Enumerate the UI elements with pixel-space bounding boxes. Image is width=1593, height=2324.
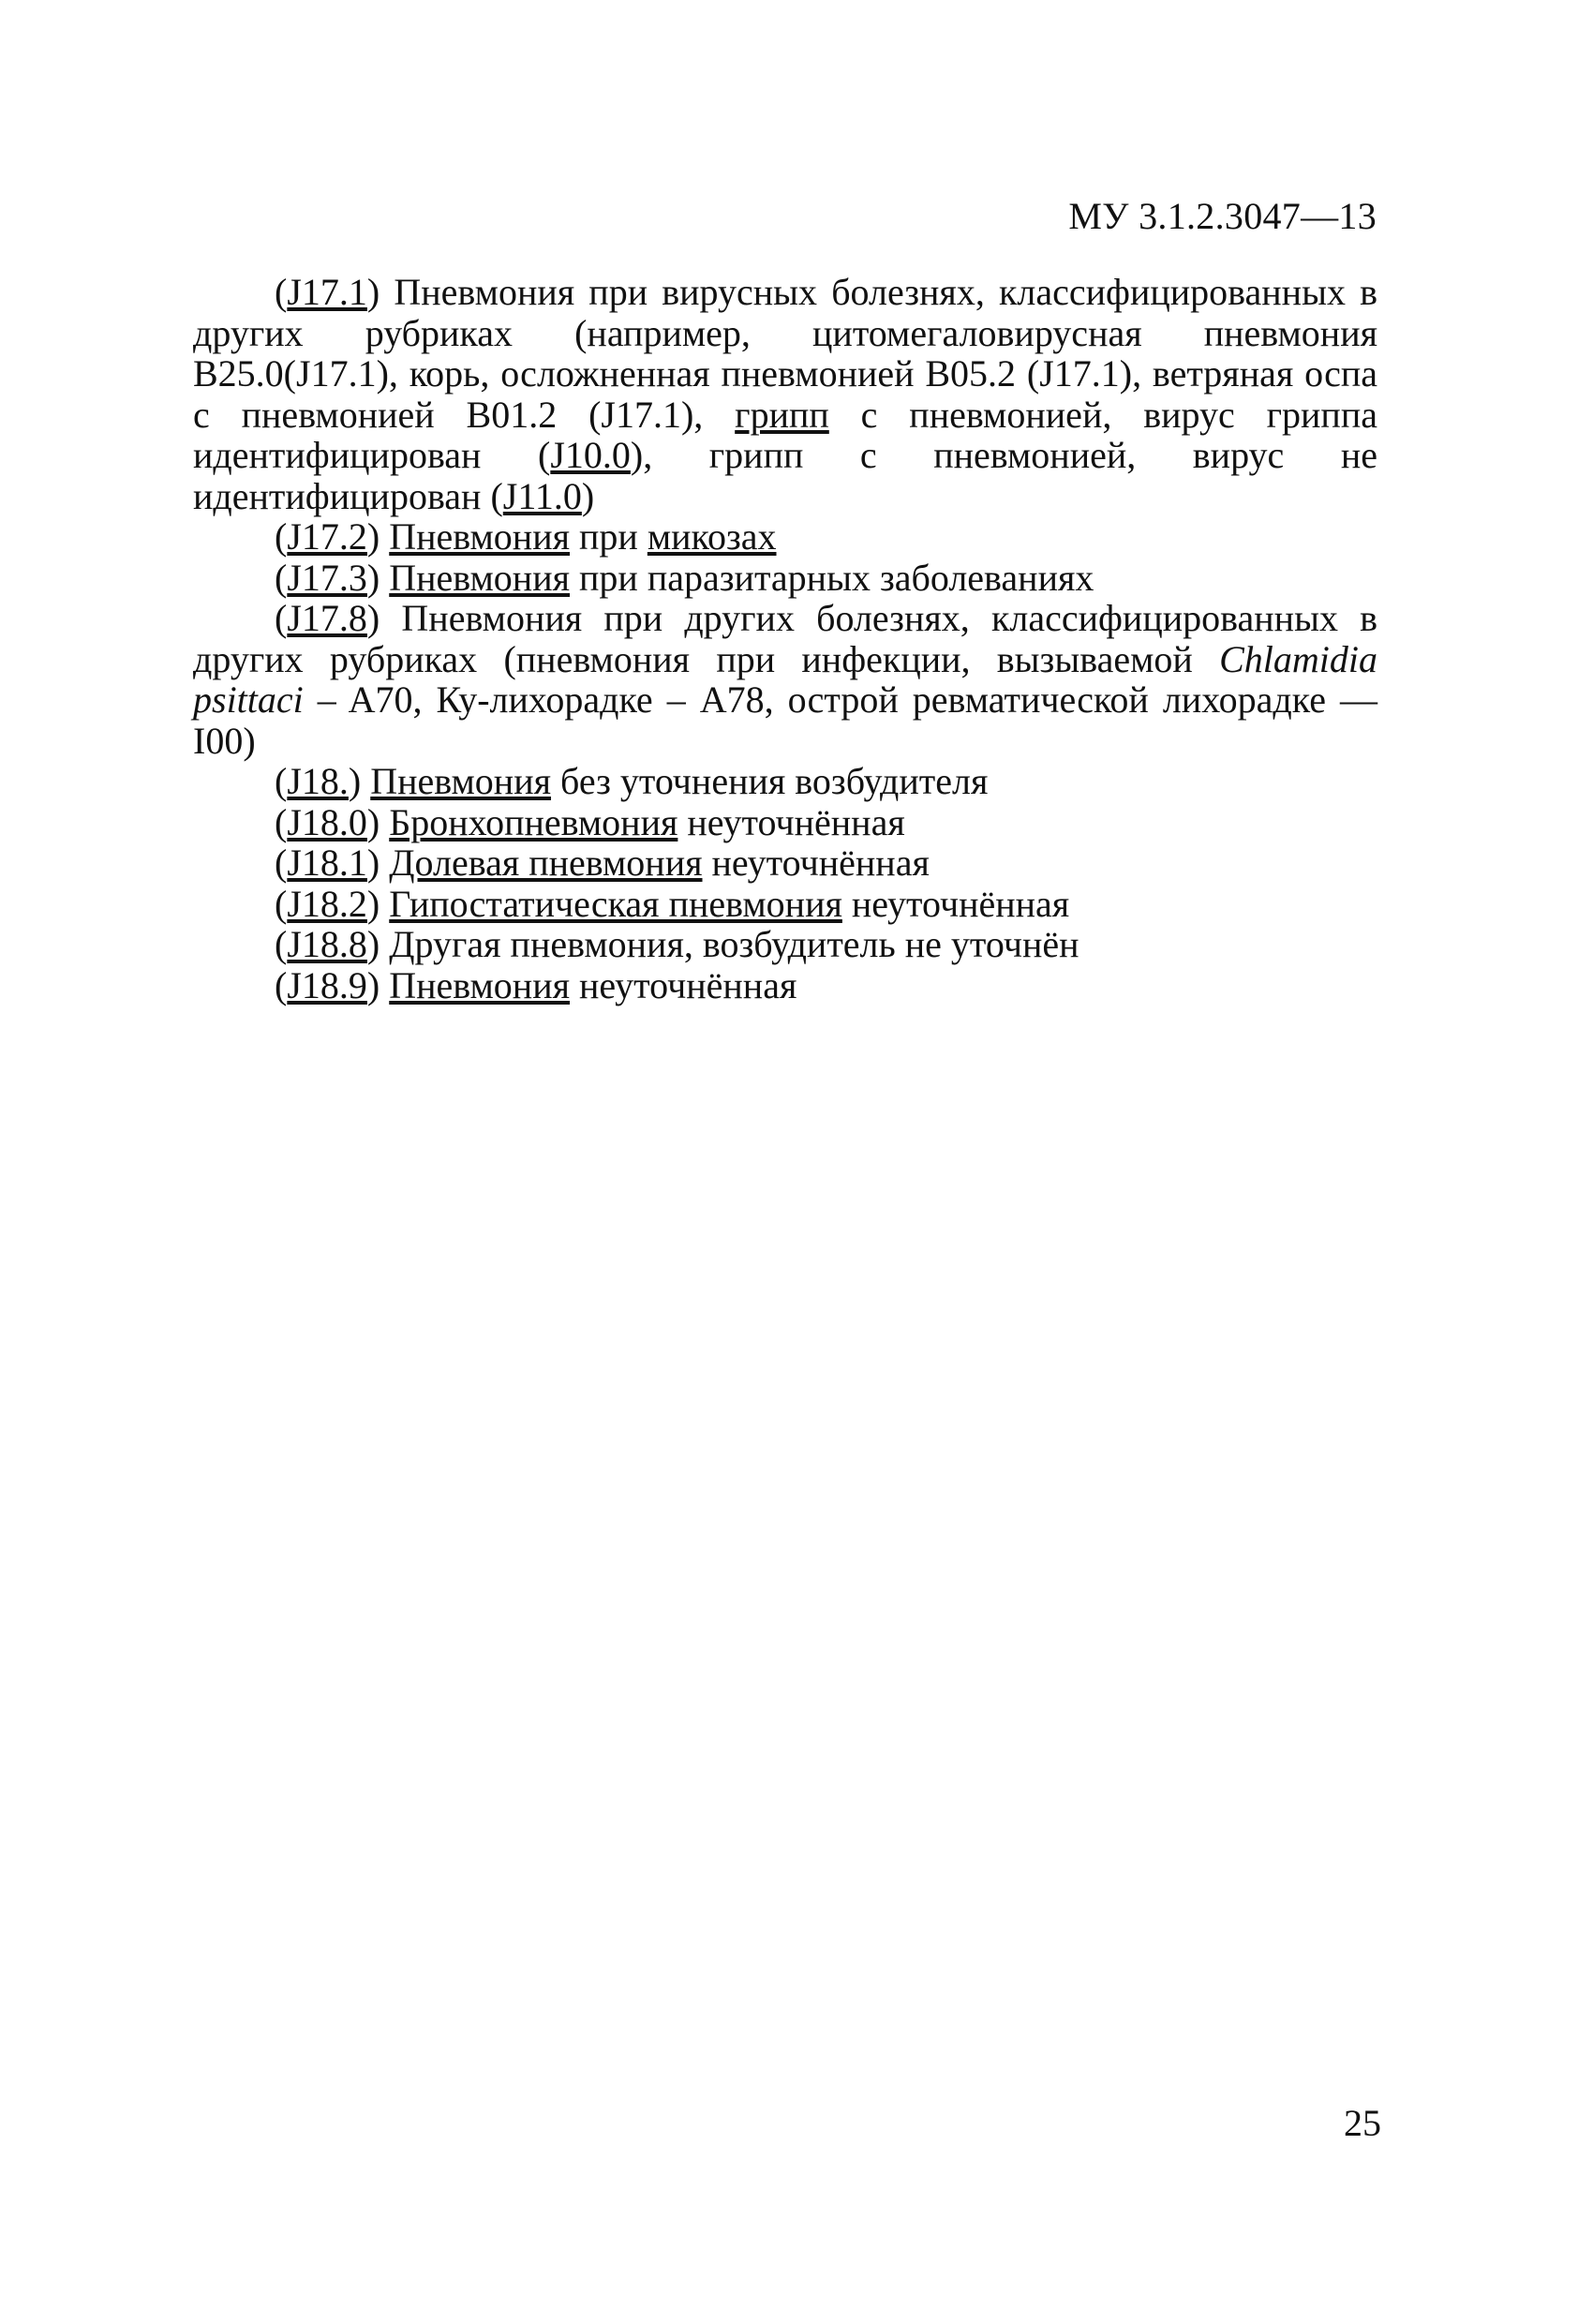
entry-text: при паразитарных заболеваниях [570, 556, 1094, 599]
entry-j17-1: (J17.1) Пневмония при вирусных болезнях, классифицированных в других рубриках (например, цитомегаловирусная пневмония B25.0(J17.1), корь, осложненная пневмонией B05.2 (J17.1), ветряная оспа с пневмонией B01.2 (J17.1), грипп с пневмонией, вирус гриппа идентифицирован (J10.0), грипп с пневмонией, вирус не идентифицирован (J11.0) [193, 271, 1378, 517]
entry-text: неуточнённая [570, 963, 797, 1006]
code-link-j18-1[interactable]: J18.1 [287, 842, 367, 884]
entry-j18-9: (J18.9) Пневмония неуточнённая [275, 963, 797, 1006]
term-link-dolevaya-pnevmoniya[interactable]: Долевая пневмония [389, 842, 703, 884]
code-link-j18-9[interactable]: J18.9 [287, 963, 367, 1006]
entry-j18-8: (J18.8) Другая пневмония, возбудитель не уточнён [275, 923, 1079, 965]
code-link-j17-8[interactable]: J17.8 [287, 597, 367, 639]
code-link-j18-2[interactable]: J18.2 [287, 882, 367, 925]
entry-text: ), грипп с пневмонией, вирус не идентифицирован ( [193, 434, 1378, 517]
entry-text: Пневмония при вирусных болезнях, классифицированных в других рубриках (например, цитомегаловирусная пневмония B25.0(J17.1), корь, осложненная пневмонией B05.2 (J17.1), ветряная оспа с пневмонией B01.2 (J17.1), [193, 271, 1377, 436]
code-link-j17-1[interactable]: J17.1 [287, 271, 367, 313]
entry-text: при [570, 515, 648, 558]
code-link-j17-3[interactable]: J17.3 [287, 556, 367, 599]
entry-text: неуточнённая [702, 842, 930, 884]
document-body [193, 272, 1377, 1006]
entry-j17-2: (J17.2) Пневмония при микозах [275, 515, 777, 558]
code-link-j17-2[interactable]: J17.2 [287, 515, 367, 558]
term-link-gripp[interactable]: грипп [735, 393, 829, 436]
code-link-j18[interactable]: J18. [287, 760, 349, 802]
entry-text: с пневмонией, вирус гриппа идентифицирован ( [193, 393, 1377, 476]
code-link-j10-0[interactable]: J10.0 [550, 434, 631, 476]
entry-text: ) [581, 474, 595, 517]
term-link-mikozakh[interactable]: микозах [647, 515, 777, 558]
term-link-pnevmoniya[interactable]: Пневмония [389, 515, 571, 558]
entry-text: неуточнённая [677, 800, 905, 843]
term-link-pnevmoniya[interactable]: Пневмония [389, 963, 571, 1006]
entry-j18-2: (J18.2) Гипостатическая пневмония неуточнённая [275, 882, 1070, 925]
term-link-bronkhopnevmoniya[interactable]: Бронхопневмония [389, 800, 678, 843]
code-link-j18-0[interactable]: J18.0 [287, 800, 367, 843]
species-name: Chlamidia psittaci [193, 637, 1377, 721]
page-number: 25 [1344, 2102, 1381, 2144]
entry-j18-1: (J18.1) Долевая пневмония неуточнённая [275, 842, 930, 884]
entry-j17-8: (J17.8) Пневмония при других болезнях, классифицированных в других рубриках (пневмония при инфекции, вызываемой Chlamidia psittaci – A70, Ку-лихорадке – A78, острой ревматической лихорадке — I00) [193, 597, 1377, 762]
code-link-j18-8[interactable]: J18.8 [287, 923, 367, 965]
term-link-pnevmoniya[interactable]: Пневмония [389, 556, 571, 599]
entry-text: Пневмония при других болезнях, классифицированных в других рубриках (пневмония при инфекции, вызываемой [193, 597, 1377, 680]
entry-j18: (J18.) Пневмония без уточнения возбудителя [275, 760, 989, 802]
entry-text: – A70, Ку-лихорадке – A78, острой ревматической лихорадке — I00) [193, 678, 1377, 762]
term-link-pnevmoniya[interactable]: Пневмония [370, 760, 552, 802]
entry-text: Другая пневмония, возбудитель не уточнён [389, 923, 1079, 965]
entry-j18-0: (J18.0) Бронхопневмония неуточнённая [275, 800, 905, 843]
term-link-gipostaticheskaya-pnevmoniya[interactable]: Гипостатическая пневмония [389, 882, 842, 925]
entry-text: неуточнённая [841, 882, 1070, 925]
entry-j17-3: (J17.3) Пневмония при паразитарных заболеваниях [275, 556, 1094, 599]
document-number: МУ 3.1.2.3047—13 [1068, 195, 1377, 237]
code-link-j11-0[interactable]: J11.0 [502, 474, 582, 517]
entry-text: без уточнения возбудителя [551, 760, 989, 802]
